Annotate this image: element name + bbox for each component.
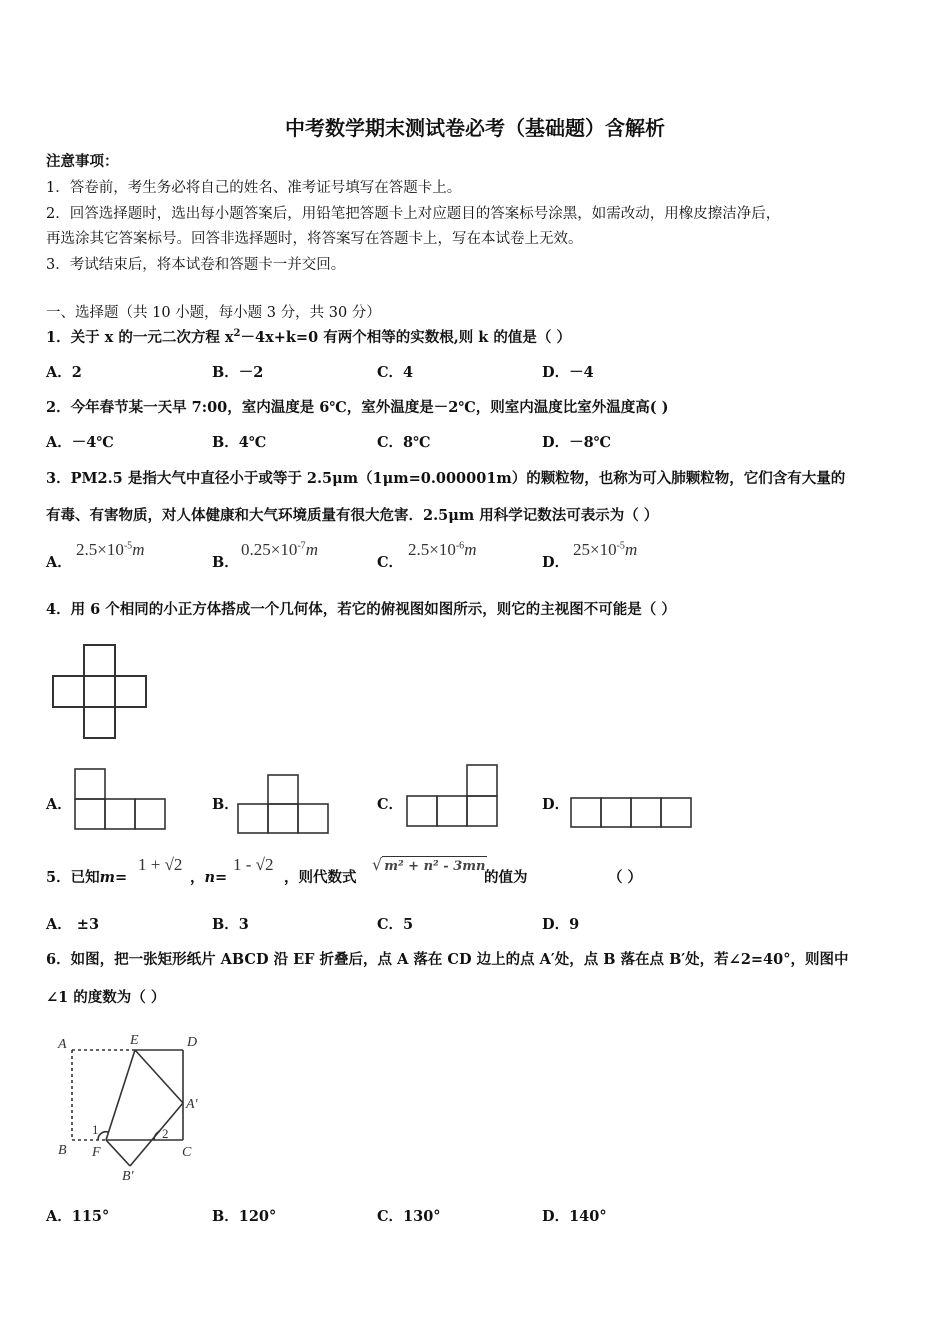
q3-option-a[interactable] <box>46 553 72 573</box>
q3-b-expr <box>241 540 318 560</box>
q4-option-a-figure[interactable] <box>72 766 168 834</box>
q5-n-label: n <box>204 869 216 886</box>
q5-eq1: = <box>114 869 128 886</box>
q1-sup: 2 <box>233 328 241 340</box>
q3-d-exp: -5 <box>616 540 625 552</box>
q3-b-mant: 0.25×10 <box>241 540 298 559</box>
q3-d-unit: m <box>624 540 638 559</box>
q6-label-angle-2: 2 <box>162 1126 169 1141</box>
question-4: 4．用 6 个相同的小正方体搭成一个几何体，若它的俯视图如图所示，则它的主视图不可能是（ ） <box>46 601 676 618</box>
q5-comma: ， <box>190 869 205 886</box>
q3-a-unit: m <box>132 540 145 559</box>
q6-label-c: C <box>182 1145 192 1160</box>
q4-option-a[interactable]: A． <box>46 796 72 813</box>
question-3-line-1: 3．PM2.5 是指大气中直径小于或等于 2.5μm（1μm=0.000001m）的颗粒物，也称为可入肺颗粒物，它们含有大量的 <box>46 470 846 487</box>
notice-item-3: 3．考试结束后，将本试卷和答题卡一并交回。 <box>46 257 346 273</box>
q6-option-b[interactable]: B．120° <box>212 1208 277 1225</box>
q4-top-cell-1 <box>84 645 115 676</box>
question-5-mid <box>190 868 227 888</box>
q6-edge-b2f <box>106 1140 130 1166</box>
q2-option-b[interactable]: B．4℃ <box>212 434 267 451</box>
page-title: 中考数学期末测试卷必考（基础题）含解析 <box>285 116 665 140</box>
q6-label-b: B <box>58 1143 67 1158</box>
q5-option-a[interactable]: A． ±3 <box>46 916 100 933</box>
q3-option-c[interactable] <box>377 553 403 573</box>
q3-a-mant: 2.5×10 <box>76 540 124 559</box>
q3-b-unit: m <box>305 540 318 559</box>
notice-heading: 注意事项： <box>46 153 119 170</box>
q5-option-d[interactable]: D．9 <box>542 916 580 933</box>
q5-expr-radicand: m² + n² - 3mn <box>382 856 487 877</box>
q6-label-f: F <box>92 1145 101 1160</box>
q3-option-b[interactable] <box>212 553 239 573</box>
q5-expression: √ m² + n² - 3mn <box>372 855 487 877</box>
notice-item-2: 2．回答选择题时，选出每小题答案后，用铅笔把答题卡上对应题目的答案标号涂黑，如需改动，用橡皮擦洁净后， <box>46 206 781 222</box>
q4-top-cell-5 <box>84 707 115 738</box>
q5-t3: 的值为 <box>484 869 528 886</box>
q4-option-c[interactable]: C． <box>377 796 404 813</box>
q6-label-d: D <box>187 1035 198 1050</box>
q3-c-expr <box>408 540 476 560</box>
q6-label-b-prime: B' <box>122 1169 134 1184</box>
q6-edge-ea2 <box>135 1050 183 1103</box>
q3-c-unit: m <box>464 540 477 559</box>
q3-b-label: B． <box>212 554 239 571</box>
q5-n-value: 1 - √2 <box>233 855 274 874</box>
q4-option-d[interactable]: D． <box>542 796 570 813</box>
q6-fold-line-ef <box>106 1050 135 1140</box>
q2-option-a[interactable]: A．－4℃ <box>46 434 114 451</box>
q6-label-a: A <box>58 1037 67 1052</box>
q6-label-a-prime: A' <box>186 1097 198 1112</box>
q4-option-c-figure[interactable] <box>404 762 502 830</box>
q5-m-label: m <box>99 869 115 886</box>
q1-option-a[interactable]: A．2 <box>46 364 82 381</box>
q3-c-mant: 2.5×10 <box>408 540 456 559</box>
q5-option-b[interactable]: B．3 <box>212 916 249 933</box>
q4-option-b-figure[interactable] <box>236 772 332 836</box>
q3-d-mant: 25×10 <box>573 540 617 559</box>
q4-option-b[interactable]: B． <box>212 796 239 813</box>
q6-option-c[interactable]: C．130° <box>377 1208 441 1225</box>
q3-a-label: A． <box>46 554 72 571</box>
q2-option-d[interactable]: D．－8℃ <box>542 434 612 451</box>
q6-label-angle-1: 1 <box>92 1122 99 1137</box>
q5-option-c[interactable]: C．5 <box>377 916 414 933</box>
q1-option-d[interactable]: D．－4 <box>542 364 594 381</box>
q1-text-after: －4x+k=0 有两个相等的实数根,则 k 的值是（ ） <box>240 329 571 346</box>
q5-t1: 5．已知 <box>46 869 100 886</box>
question-1 <box>46 328 571 348</box>
q6-option-d[interactable]: D．140° <box>542 1208 607 1225</box>
question-2: 2．今年春节某一天早 7:00，室内温度是 6℃，室外温度是－2℃，则室内温度比室外温度高( ) <box>46 399 669 416</box>
question-6-line-2: ∠1 的度数为（ ） <box>46 989 166 1006</box>
q6-label-e: E <box>130 1033 139 1048</box>
question-3-line-2: 有毒、有害物质，对人体健康和大气环境质量有很大危害．2.5μm 用科学记数法可表示为（ ） <box>46 507 659 524</box>
q3-a-expr <box>76 540 144 560</box>
q2-option-c[interactable]: C．8℃ <box>377 434 431 451</box>
q5-paren: （ ） <box>608 869 643 886</box>
q4-top-cell-2 <box>53 676 84 707</box>
section-heading: 一、选择题（共 10 小题，每小题 3 分，共 30 分） <box>46 305 381 321</box>
q5-t2: ，则代数式 <box>284 869 357 886</box>
q5-eq2: = <box>215 869 228 886</box>
q3-option-d[interactable] <box>542 553 569 573</box>
q3-c-label: C． <box>377 554 404 571</box>
q4-top-cell-4 <box>115 676 146 707</box>
q6-option-a[interactable]: A．115° <box>46 1208 110 1225</box>
question-5-prefix <box>46 868 127 888</box>
q4-top-view-figure <box>46 640 158 748</box>
q1-text-before: 1．关于 x 的一元二次方程 x <box>46 329 234 346</box>
q3-b-exp: -7 <box>297 540 306 552</box>
q3-d-label: D． <box>542 554 570 571</box>
q5-m-value: 1 + √2 <box>138 855 183 874</box>
q4-option-d-figure[interactable] <box>568 795 694 831</box>
q3-d-expr <box>573 540 637 560</box>
notice-item-1: 1．答卷前，考生务必将自己的姓名、准考证号填写在答题卡上。 <box>46 180 462 196</box>
q3-c-exp: -6 <box>455 540 465 552</box>
q3-a-exp: -5 <box>123 540 133 552</box>
notice-item-2-cont: 再选涂其它答案标号。回答非选择题时，将答案写在答题卡上，写在本试卷上无效。 <box>46 231 583 247</box>
q6-fold-figure <box>50 1028 210 1184</box>
question-6-line-1: 6．如图，把一张矩形纸片 ABCD 沿 EF 折叠后，点 A 落在 CD 边上的点 A′处，点 B 落在点 B′处，若∠2=40°，则图中 <box>46 951 849 968</box>
q4-top-cell-3 <box>84 676 115 707</box>
q1-option-c[interactable]: C．4 <box>377 364 414 381</box>
q1-option-b[interactable]: B．－2 <box>212 364 264 381</box>
